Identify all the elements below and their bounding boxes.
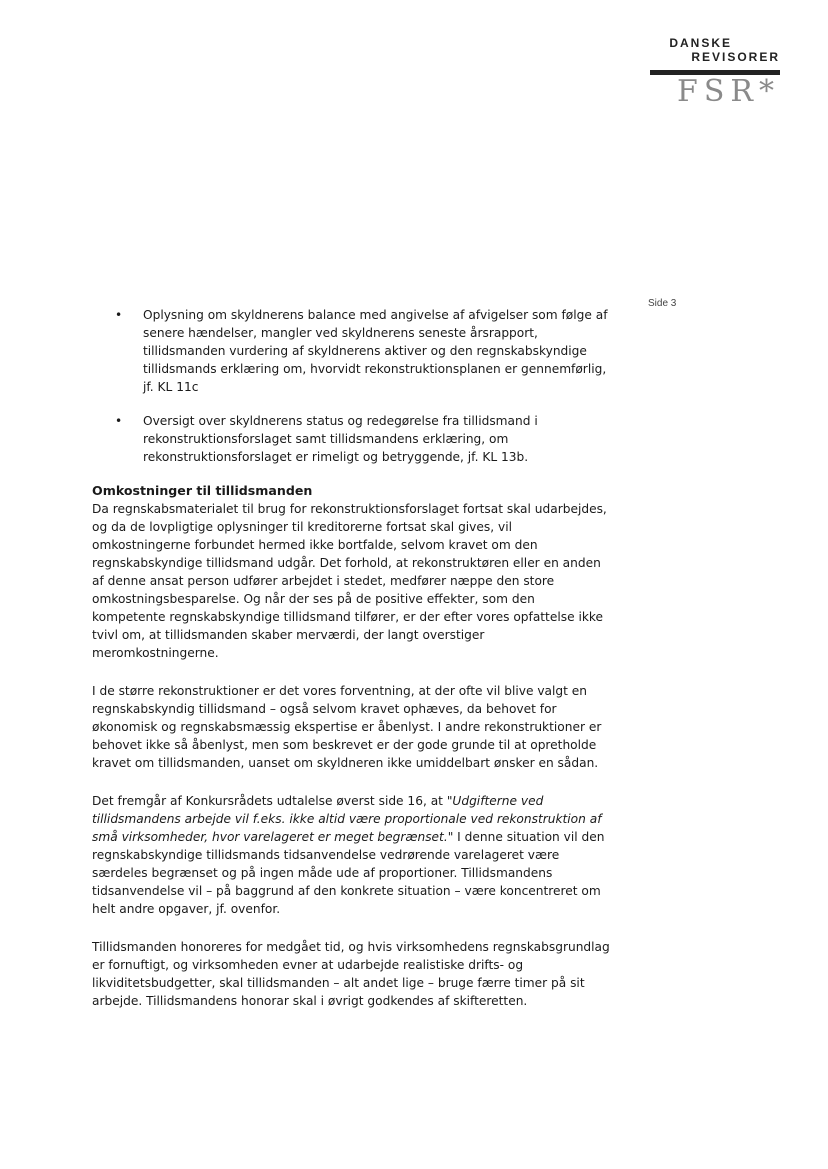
paragraph-3-rest: I denne situation vil den regnskabskyndige tillidsmands tidsanvendelse vedrørende varelageret være særdeles begrænset og på ingen måde ude af proportioner. Tillidsmandens tidsanvendelse vil – på baggrund af den konkrete situation – være koncentreret om helt andre opgaver, jf. ovenfor.: [92, 830, 605, 916]
bullet-text: Oversigt over skyldnerens status og redegørelse fra tillidsmand i rekonstruktionsforslaget samt tillidsmandens erklæring, om rekonstruktionsforslaget er rimeligt og betryggende, jf. KL 13b.: [143, 414, 538, 464]
paragraph-3-intro: Det fremgår af Konkursrådets udtalelse øverst side 16, at: [92, 794, 447, 808]
bullet-icon: •: [115, 308, 123, 322]
section-heading: Omkostninger til tillidsmanden: [92, 483, 313, 498]
logo-text-revisorer: REVISORER: [691, 50, 780, 64]
logo-text-danske: DANSKE: [669, 36, 732, 50]
document-body: [92, 306, 612, 1030]
bullet-icon: •: [115, 414, 123, 428]
list-item: [92, 412, 612, 466]
paragraph-3-quote: "Udgifterne ved tillidsmandens arbejde vil f.eks. ikke altid være proportionale ved rekonstruktion af små virksomheder, hvor varelageret er meget begrænset.": [92, 794, 602, 844]
paragraph-4: Tillidsmanden honoreres for medgået tid, og hvis virksomhedens regnskabsgrundlag er fornuftigt, og virksomheden evner at udarbejde realistiske drifts- og likviditetsbudgetter, skal tillidsmanden – alt andet lige – bruge færre timer på sit arbejde. Tillidsmandens honorar skal i øvrigt godkendes af skifteretten.: [92, 940, 610, 1008]
list-item: [92, 306, 612, 396]
bullet-text: Oplysning om skyldnerens balance med angivelse af afvigelser som følge af senere hændelser, mangler ved skyldnerens seneste årsrapport, tillidsmanden vurdering af skyldnerens aktiver og den regnskabskyndige tillidsmands erklæring om, hvorvidt rekonstruktionsplanen er gennemførlig, jf. KL 11c: [143, 308, 608, 394]
logo-fsr-mark: FSR*: [677, 74, 780, 109]
page-number: Side 3: [648, 298, 677, 309]
paragraph-3: [92, 792, 612, 918]
paragraph-2: I de større rekonstruktioner er det vores forventning, at der ofte vil blive valgt en regnskabskyndig tillidsmand – også selvom kravet ophæves, da behovet for økonomisk og regnskabsmæssig ekspertise er åbenlyst. I andre rekonstruktioner er behovet ikke så åbenlyst, men som beskrevet er der gode grunde til at opretholde kravet om tillidsmanden, uanset om skyldneren ikke umiddelbart ønsker en sådan.: [92, 684, 602, 770]
paragraph-1: Da regnskabsmaterialet til brug for rekonstruktionsforslaget fortsat skal udarbejdes, og da de lovpligtige oplysninger til kreditorerne fortsat skal gives, vil omkostningerne forbundet hermed ikke bortfalde, selvom kravet om den regnskabskyndige tillidsmand udgår. Det forhold, at rekonstruktøren eller en anden af denne ansat person udfører arbejdet i stedet, medfører næppe den store omkostningsbesparelse. Og når der ses på de positive effekter, som den kompetente regnskabskyndige tillidsmand tilfører, er der efter vores opfattelse ikke tvivl om, at tillidsmanden skaber merværdi, der langt overstiger meromkostningerne.: [92, 502, 607, 660]
bullet-list: [92, 306, 612, 466]
